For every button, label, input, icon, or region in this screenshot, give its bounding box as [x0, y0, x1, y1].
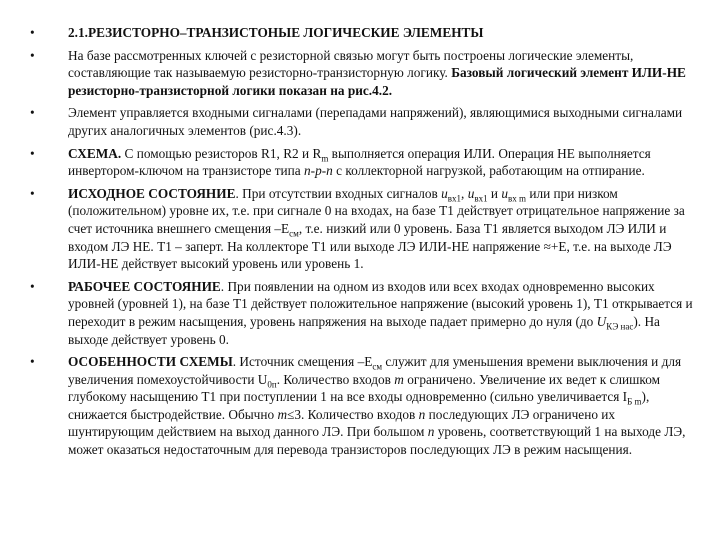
text-run: На базе рассмотренных ключей с резисторной связью могут быть построены логические элементы, составляющие так называемую резисторно-транзисторную логику. — [68, 47, 634, 81]
text-run: п — [271, 379, 277, 390]
text-run: m — [321, 153, 329, 164]
text-run: Базовый логический элемент ИЛИ-НЕ резисторно-транзисторной логики показан на рис.4.2. — [68, 65, 686, 98]
text-run: n — [427, 424, 435, 440]
bullet-icon: • — [30, 185, 35, 201]
text-run: n-p-n — [304, 163, 333, 179]
bullet-icon: • — [30, 145, 35, 161]
text-run: ОСОБЕННОСТИ СХЕМЫ — [68, 354, 233, 370]
text-run: . При появлении на одном из входов или всех входах одновременно высоких уровней (уровней 1), на базе T1 действует положительное напряжение (высокий уровень 1), T1 открывается и переходит в режим насыщения, уровень напряжения на выходе падает примерно до нуля (до — [68, 278, 693, 329]
bullet-icon: • — [30, 278, 35, 294]
text-run: последующих ЛЭ ограничено их шунтирующим действием на выход данного ЛЭ. При большом — [68, 406, 616, 440]
text-run: служит для уменьшения времени выключения и для увеличения помехоустойчивости U — [68, 354, 682, 387]
list-item — [30, 353, 694, 459]
text-run: и — [487, 185, 502, 201]
text-run: см — [372, 361, 383, 372]
text-run: РАБОЧЕЕ СОСТОЯНИЕ — [68, 278, 221, 294]
text-run: с коллекторной нагрузкой, работающим на отпирание. — [332, 163, 645, 179]
text-run: n — [418, 406, 426, 422]
text-run: 2.1.РЕЗИСТОРНО–ТРАНЗИСТОНЫЕ ЛОГИЧЕСКИЕ ЭЛЕМЕНТЫ — [68, 25, 484, 40]
text-run: u — [501, 185, 509, 201]
text-run: Б m — [627, 396, 642, 407]
text-run: ≤3. Количество входов — [287, 406, 419, 422]
text-run: ограничено. Увеличение их ведет к слишком глубокому насыщению T1 при поступлении 1 на все входы одновременно (сильно увеличивается I — [68, 371, 661, 405]
text-run: , т.е. низкий или 0 уровень. База T1 является выходом ЛЭ ИЛИ и входом ЛЭ НЕ. T1 – заперт. На коллекторе T1 или выходе ЛЭ ИЛИ-НЕ напряжение ≈+E, т.е. на выходе ЛЭ ИЛИ-НЕ действует высокий уровень или уровень 1. — [68, 220, 672, 272]
text-run: m — [277, 406, 288, 422]
bullet-icon: • — [30, 354, 35, 370]
list-item — [30, 24, 694, 42]
text-run: КЭ нас — [606, 321, 634, 332]
list-item — [30, 47, 694, 100]
text-run: m — [394, 371, 404, 387]
text-run: u — [467, 185, 475, 201]
text-run: . Количество входов — [276, 371, 395, 387]
bullet-icon: • — [30, 25, 35, 40]
text-run: вх1 — [447, 193, 462, 204]
text-run: . При отсутствии входных сигналов — [235, 185, 442, 201]
list-item — [30, 104, 694, 139]
bullet-list — [30, 24, 694, 464]
text-run: ИСХОДНОЕ СОСТОЯНИЕ — [68, 185, 236, 201]
list-item — [30, 278, 694, 348]
text-run: СХЕМА. — [68, 145, 125, 161]
text-run: вх1 — [474, 193, 488, 204]
text-run: Элемент управляется входными сигналами (перепадами напряжений), являющимися выходными сигналами других аналогичных элементов (рис.4.3). — [68, 105, 683, 138]
text-run: . Источник смещения –E — [232, 354, 373, 370]
text-run: см — [289, 228, 299, 239]
text-run: или при низком (положительном) уровне их, т.е. при сигнале 0 на входах, на базе T1 действует отрицательное напряжение за счет источника внешнего смещения –E — [68, 185, 685, 236]
list-item — [30, 145, 694, 180]
text-run: уровень, соответствующий 1 на выходе ЛЭ, может оказаться недостаточным для перевода транзисторов последующих ЛЭ в режим насыщения. — [68, 424, 686, 458]
text-run: вх m — [508, 193, 527, 204]
text-run: ), снижается быстродействие. Обычно — [68, 389, 650, 422]
text-run: 0 — [267, 379, 272, 390]
bullet-icon: • — [30, 47, 35, 63]
text-run: С помощью резисторов R1, R2 и R — [124, 145, 322, 161]
list-item — [30, 185, 694, 273]
text-run: , — [461, 185, 468, 201]
text-run: U — [596, 313, 607, 329]
text-run: выполняется операция ИЛИ. Операция НЕ выполняется инвертором-ключом на транзисторе типа — [68, 145, 651, 179]
text-run: ). На выходе действует уровень 0. — [68, 313, 660, 347]
bullet-icon: • — [30, 105, 35, 121]
text-run: u — [441, 185, 448, 201]
